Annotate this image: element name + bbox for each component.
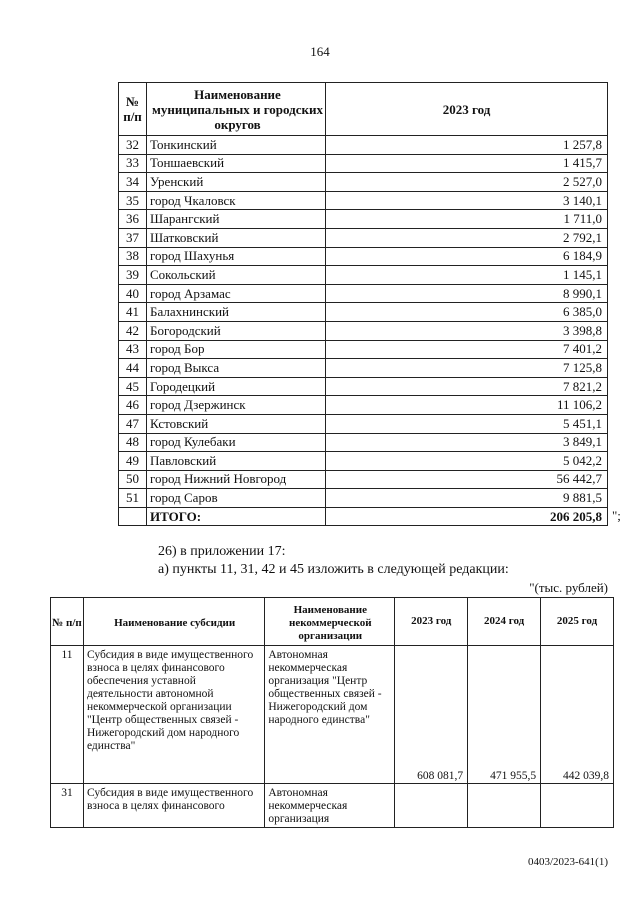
row-name: город Бор [147,340,326,359]
total-value: 206 205,8 [326,507,608,526]
row-num: 38 [119,247,147,266]
table-row [119,303,608,322]
row-value: 7 401,2 [326,340,608,359]
row-name: Шатковский [147,228,326,247]
row-2023 [395,784,468,828]
row-name: Павловский [147,452,326,471]
row-num: 31 [51,784,84,828]
row-name: Богородский [147,321,326,340]
subsidy-table [50,597,614,828]
row-num: 43 [119,340,147,359]
row-org: Автономная некоммерческая организация "Центр общественных связей - Нижегородский дом народного единства" [265,646,395,784]
table-row [119,340,608,359]
row-num: 49 [119,452,147,471]
row-num: 36 [119,210,147,229]
table-header-row [51,598,614,646]
table-row [119,414,608,433]
row-value: 3 140,1 [326,191,608,210]
row-num: 39 [119,266,147,285]
row-value: 5 451,1 [326,414,608,433]
table-row [119,173,608,192]
row-2025: 442 039,8 [541,646,614,784]
row-value: 1 257,8 [326,136,608,155]
row-org: Автономная некоммерческая организация [265,784,395,828]
table-header-row [119,83,608,136]
row-name: город Выкса [147,359,326,378]
row-num: 42 [119,321,147,340]
table-row [119,266,608,285]
row-num: 51 [119,489,147,508]
row-value: 2 527,0 [326,173,608,192]
row-num: 35 [119,191,147,210]
table-row [119,433,608,452]
header-subsidy: Наименование субсидии [83,598,264,646]
row-value: 7 821,2 [326,377,608,396]
row-name: Уренский [147,173,326,192]
row-num: 32 [119,136,147,155]
total-row [119,507,608,526]
table-row [119,136,608,155]
row-num: 33 [119,154,147,173]
row-value: 56 442,7 [326,470,608,489]
header-2025: 2025 год [541,598,614,646]
row-name: Балахнинский [147,303,326,322]
total-label: ИТОГО: [147,507,326,526]
header-name: Наименование муниципальных и городских округов [147,83,326,136]
header-2024: 2024 год [468,598,541,646]
row-value: 9 881,5 [326,489,608,508]
row-value: 1 711,0 [326,210,608,229]
row-value: 1 415,7 [326,154,608,173]
row-num: 50 [119,470,147,489]
document-code: 0403/2023-641(1) [527,856,608,868]
row-2023: 608 081,7 [395,646,468,784]
row-value: 2 792,1 [326,228,608,247]
table-row [119,191,608,210]
row-2024: 471 955,5 [468,646,541,784]
table-row [119,228,608,247]
paragraph-items: а) пункты 11, 31, 42 и 45 изложить в следующей редакции: [158,562,509,577]
table-row [119,359,608,378]
municipal-allocation-table [118,82,608,526]
table-row [119,247,608,266]
total-num [119,507,147,526]
row-name: Городецкий [147,377,326,396]
row-name: Кстовский [147,414,326,433]
row-name: город Нижний Новгород [147,470,326,489]
row-value: 1 145,1 [326,266,608,285]
row-name: Сокольский [147,266,326,285]
header-year: 2023 год [326,83,608,136]
table-row [119,396,608,415]
row-name: город Дзержинск [147,396,326,415]
closing-quote: "; [612,508,621,523]
row-num: 11 [51,646,84,784]
row-num: 40 [119,284,147,303]
table-row [51,784,614,828]
table-row [119,470,608,489]
row-subsidy: Субсидия в виде имущественного взноса в целях финансового [83,784,264,828]
row-num: 44 [119,359,147,378]
row-value: 6 184,9 [326,247,608,266]
table-row [119,489,608,508]
table-row [51,646,614,784]
row-value: 6 385,0 [326,303,608,322]
row-name: город Шахунья [147,247,326,266]
row-num: 37 [119,228,147,247]
row-num: 45 [119,377,147,396]
header-num: № п/п [51,598,84,646]
row-name: Шарангский [147,210,326,229]
table-row [119,154,608,173]
row-value: 5 042,2 [326,452,608,471]
table-row [119,284,608,303]
table-row [119,321,608,340]
row-value: 7 125,8 [326,359,608,378]
row-name: город Арзамас [147,284,326,303]
row-name: город Саров [147,489,326,508]
row-num: 41 [119,303,147,322]
row-2025 [541,784,614,828]
row-name: Тонкинский [147,136,326,155]
row-name: Тоншаевский [147,154,326,173]
table-row [119,377,608,396]
row-name: город Кулебаки [147,433,326,452]
row-value: 11 106,2 [326,396,608,415]
row-num: 46 [119,396,147,415]
row-value: 3 849,1 [326,433,608,452]
row-value: 8 990,1 [326,284,608,303]
row-subsidy: Субсидия в виде имущественного взноса в целях финансового обеспечения уставной деятельности автономной некоммерческой организации "Центр общественных связей - Нижегородский дом народного единства" [83,646,264,784]
row-value: 3 398,8 [326,321,608,340]
header-num: № п/п [119,83,147,136]
page-number: 164 [310,44,330,59]
table-row [119,210,608,229]
header-2023: 2023 год [395,598,468,646]
row-num: 47 [119,414,147,433]
table-row [119,452,608,471]
row-num: 48 [119,433,147,452]
row-name: город Чкаловск [147,191,326,210]
units-label: "(тыс. рублей) [529,580,608,595]
row-num: 34 [119,173,147,192]
row-2024 [468,784,541,828]
header-org: Наименование некоммерческой организации [265,598,395,646]
paragraph-appendix: 26) в приложении 17: [158,544,286,559]
